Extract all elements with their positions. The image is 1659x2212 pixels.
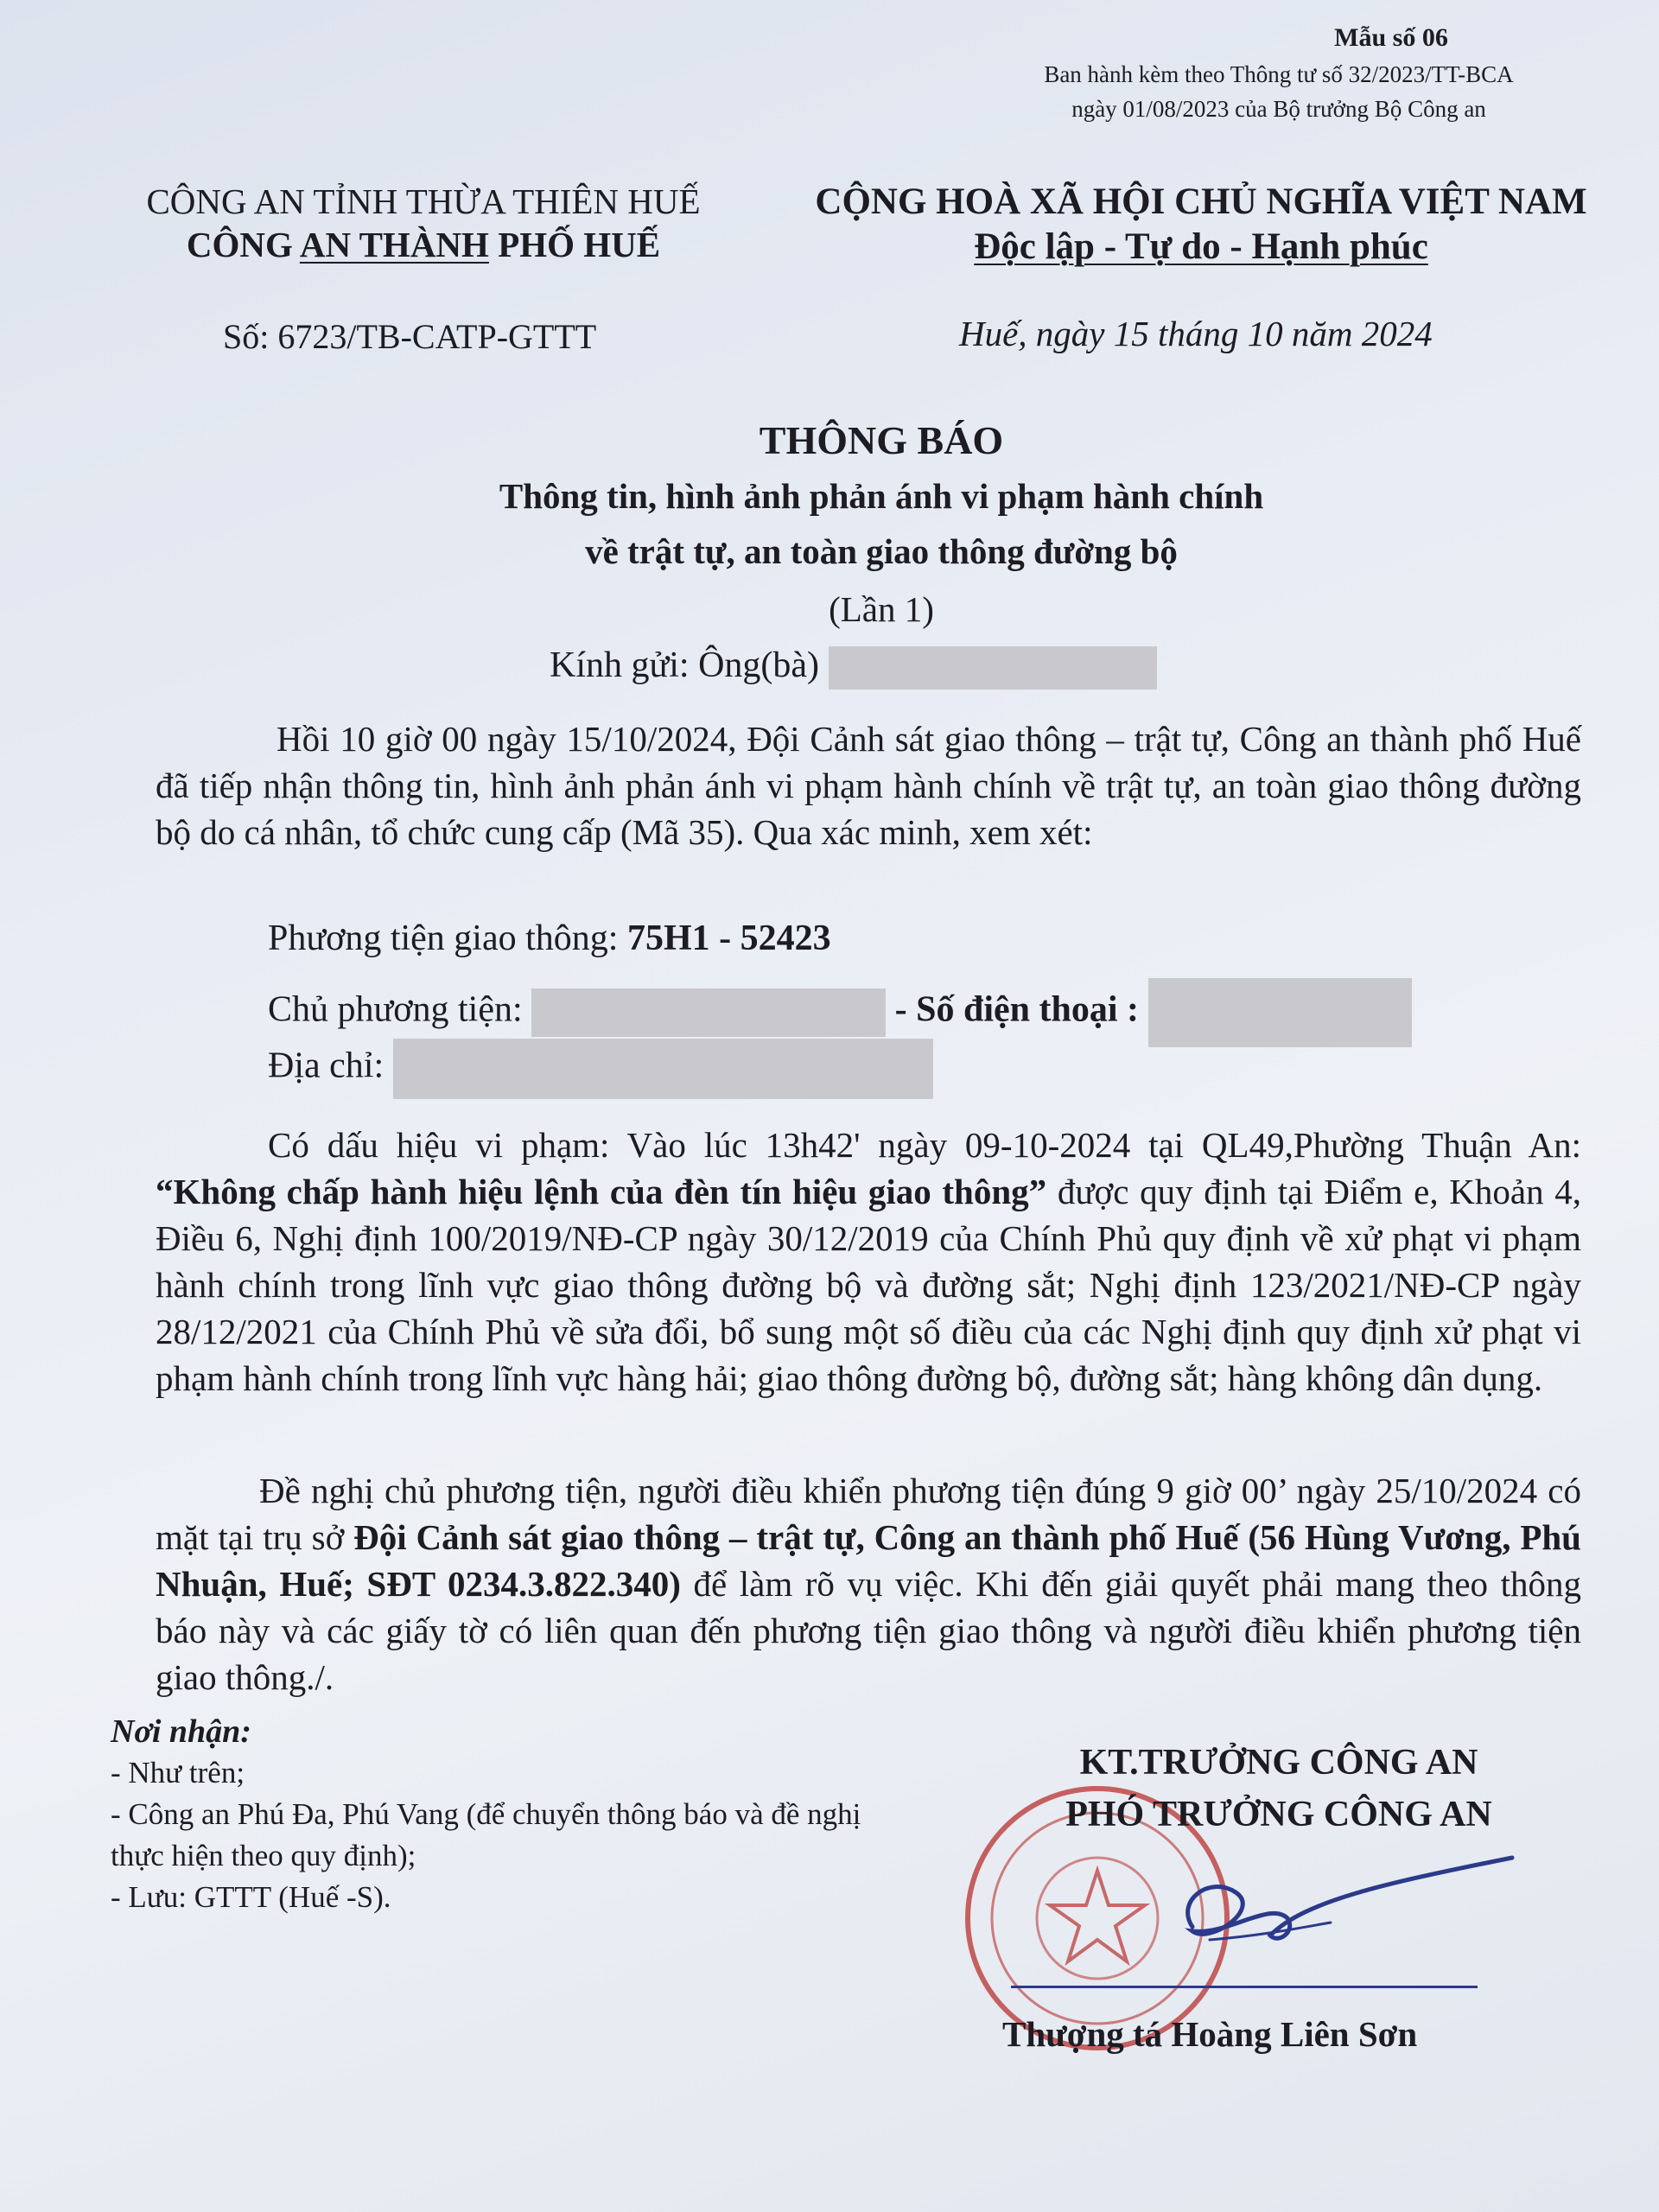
national-header [795, 180, 1607, 270]
phone-label: - Số điện thoại : [886, 989, 1148, 1030]
agency-name-underlined: AN THÀNH [299, 225, 489, 264]
vehicle-line [268, 918, 831, 959]
recipients-heading: Nơi nhận: [111, 1713, 251, 1750]
addressee-line [550, 645, 1157, 690]
recipient-item: - Công an Phú Đa, Phú Vang (để chuyển thông báo và đề nghị thực hiện theo quy định); [111, 1797, 861, 1872]
handwritten-signature-icon [1158, 1849, 1521, 1961]
agency-name-part: CÔNG [186, 225, 300, 264]
signer-name: Thượng tá Hoàng Liên Sơn [1002, 2014, 1418, 2054]
form-ref-line1: Ban hành kèm theo Thông tư số 32/2023/TT-BCA [1044, 61, 1514, 87]
recipients-block [111, 1711, 888, 1918]
vehicle-plate: 75H1 - 52423 [626, 918, 831, 958]
recipient-item: - Như trên; [111, 1756, 245, 1789]
document-number: Số: 6723/TB-CATP-GTTT [223, 317, 597, 356]
redacted-owner [531, 988, 886, 1037]
address-line [268, 1039, 933, 1099]
owner-label: Chủ phương tiện: [268, 989, 532, 1030]
owner-line [268, 978, 1412, 1047]
request-instructions: để làm rõ vụ việc. Khi đến giải quyết phải mang theo thông báo này và các giấy tờ có liên quan đến phương tiện giao thông và người điều khiển phương tiện giao thông./. [156, 1564, 1582, 1697]
form-number: Mẫu số 06 [1334, 23, 1448, 52]
agency-name [121, 223, 726, 266]
address-label: Địa chỉ: [268, 1046, 393, 1086]
violation-name: “Không chấp hành hiệu lệnh của đèn tín hiệu giao thông” [156, 1172, 1047, 1211]
agency-parent: CÔNG AN TỈNH THỪA THIÊN HUẾ [146, 181, 701, 221]
agency-name-part: PHỐ HUẾ [488, 225, 661, 264]
signature-title [976, 1737, 1581, 1840]
document-subtitle-1: Thông tin, hình ảnh phản ánh vi phạm hành chính [499, 476, 1264, 516]
addressee-label: Kính gửi: Ông(bà) [550, 645, 829, 685]
form-reference [950, 57, 1607, 126]
redacted-name [829, 646, 1157, 690]
paragraph-request [156, 1467, 1581, 1700]
vehicle-label: Phương tiện giao thông: [268, 918, 627, 958]
nation-name: CỘNG HOÀ XÃ HỘI CHỦ NGHĨA VIỆT NAM [815, 181, 1587, 222]
recipient-item: - Lưu: GTTT (Huế -S). [111, 1880, 391, 1914]
paragraph-violation [156, 1122, 1581, 1402]
document-title: THÔNG BÁO [759, 418, 1004, 462]
redacted-address [393, 1039, 933, 1099]
signature-underline [1011, 1986, 1478, 1988]
place-date: Huế, ngày 15 tháng 10 năm 2024 [959, 314, 1433, 353]
form-ref-line2: ngày 01/08/2023 của Bộ trưởng Bộ Công an [1071, 96, 1486, 122]
signature-line-2: PHÓ TRƯỞNG CÔNG AN [1065, 1795, 1492, 1834]
request-text: Đề nghị chủ phương tiện, người điều khiển phương tiện đúng 9 giờ 00’ ngày 25/10/2024 có mặt tại trụ sở [156, 1471, 1581, 1557]
document-subtitle-2: về trật tự, an toàn giao thông đường bộ [585, 531, 1178, 571]
request-office: Đội Cảnh sát giao thông – trật tự, Công an thành phố Huế (56 Hùng Vương, Phú Nhuận, Huế; SĐT 0234.3.822.340) [156, 1517, 1581, 1604]
redacted-phone [1148, 978, 1412, 1047]
violation-legal-basis: được quy định tại Điểm e, Khoản 4, Điều 6, Nghị định 100/2019/NĐ-CP ngày 30/12/2019 của Chính Phủ quy định về xử phạt vi phạm hành chính trong lĩnh vực giao thông đường bộ và đường sắt; Nghị định 123/2021/NĐ-CP ngày 28/12/2021 của Chính Phủ về sửa đổi, bổ sung một số điều của các Nghị định quy định xử phạt vi phạm hành chính trong lĩnh vực hàng hải; giao thông đường bộ, đường sắt; hàng không dân dụng. [156, 1172, 1581, 1398]
paragraph-intro: Hồi 10 giờ 00 ngày 15/10/2024, Đội Cảnh sát giao thông – trật tự, Công an thành phố Huế đã tiếp nhận thông tin, hình ảnh phản ánh vi phạm hành chính về trật tự, an toàn giao thông đường bộ do cá nhân, tổ chức cung cấp (Mã 35). Qua xác minh, xem xét: [156, 719, 1581, 852]
national-motto: Độc lập - Tự do - Hạnh phúc [974, 226, 1428, 267]
signature-line-1: KT.TRƯỞNG CÔNG AN [1079, 1743, 1478, 1783]
title-block [259, 413, 1503, 639]
notice-round: (Lần 1) [829, 589, 934, 629]
issuing-agency [121, 180, 726, 266]
violation-text: Có dấu hiệu vi phạm: Vào lúc 13h42' ngày 09-10-2024 tại QL49,Phường Thuận An: [268, 1125, 1581, 1165]
